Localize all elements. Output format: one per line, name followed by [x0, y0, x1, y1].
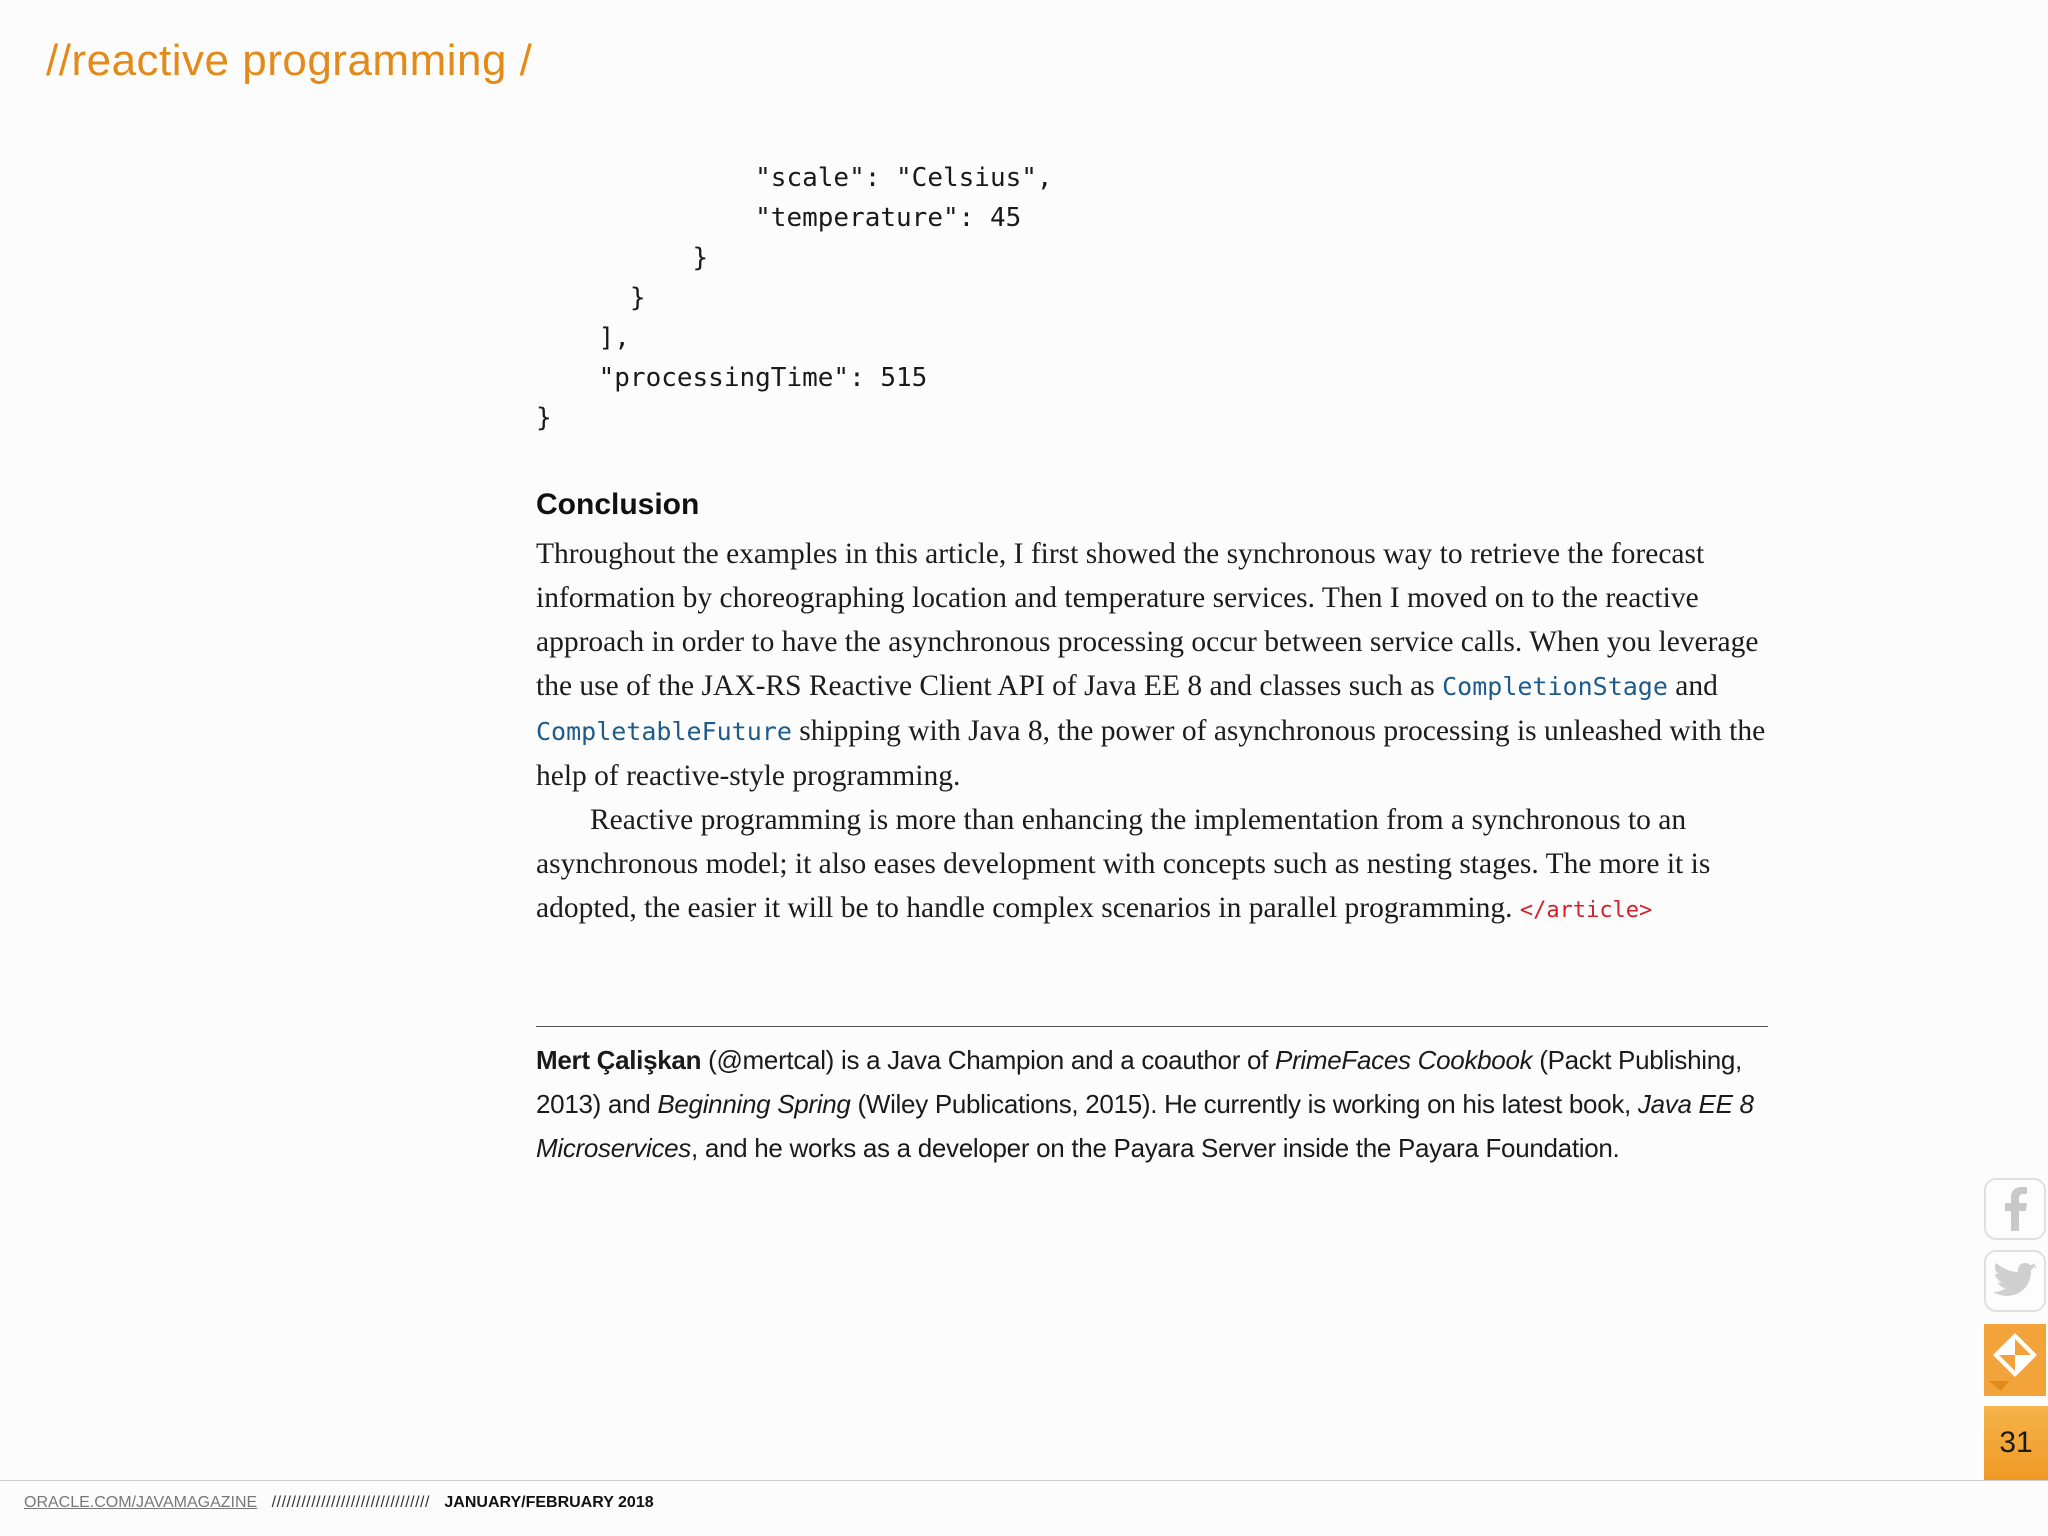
footer-slashes: ////////////////////////////////: [271, 1494, 430, 1511]
article-body: [536, 484, 1772, 933]
code-block: "scale": "Celsius", "temperature": 45 } } ], "processingTime": 515 }: [536, 163, 1053, 433]
section-title: //reactive programming /: [46, 36, 533, 85]
inline-code-completablefuture: CompletableFuture: [536, 717, 792, 746]
conclusion-heading: Conclusion: [536, 488, 700, 521]
book-title: Beginning Spring: [657, 1089, 851, 1119]
author-name: Mert Çalişkan: [536, 1045, 702, 1075]
article-end-tag: </article>: [1519, 898, 1653, 923]
page-number: 31: [1984, 1406, 2048, 1480]
footer-divider: [0, 1480, 2048, 1481]
inline-code-completionstage: CompletionStage: [1442, 672, 1668, 701]
bio-text: (Packt Publishing, 2013) and: [536, 1045, 1742, 1119]
bio-text: (Wiley Publications, 2015). He currently is working on his latest book,: [850, 1089, 1638, 1119]
author-bio: [536, 1038, 1772, 1170]
email-share-button[interactable]: [1984, 1324, 2046, 1396]
bio-divider: [536, 1026, 1768, 1027]
footer: [24, 1494, 654, 1512]
book-title: Java EE 8 Microservices: [536, 1089, 1754, 1163]
paragraph-text: Reactive programming is more than enhancing the implementation from a synchronous to an asynchronous model; it also eases development with concepts such as nesting stages. The more it is adopted, the easier it will be to handle complex scenarios in parallel programming.: [536, 804, 1711, 924]
twitter-share-button[interactable]: [1984, 1250, 2046, 1312]
paragraph-text: Throughout the examples in this article, I first showed the synchronous way to retrieve the forecast information by choreographing location and temperature services. Then I moved on to the reactive approach in order to have the asynchronous processing occur between service calls. When you leverage the use of the JAX-RS Reactive Client API of Java EE 8 and classes such as: [536, 538, 1759, 702]
email-icon: [1989, 1329, 2041, 1391]
facebook-share-button[interactable]: [1984, 1178, 2046, 1240]
bio-text: , and he works as a developer on the Payara Server inside the Payara Foundation.: [691, 1133, 1620, 1163]
paragraph-text: shipping with Java 8, the power of asynchronous processing is unleashed with the help of reactive-style programming.: [536, 715, 1766, 792]
paragraph-2: [536, 798, 1772, 933]
facebook-icon: [2000, 1187, 2030, 1231]
book-title: PrimeFaces Cookbook: [1275, 1045, 1533, 1075]
paragraph-text: and: [1667, 670, 1718, 702]
paragraph-1: [536, 532, 1772, 798]
twitter-icon: [1993, 1263, 2037, 1299]
issue-date: JANUARY/FEBRUARY 2018: [444, 1494, 654, 1511]
bio-text: (@mertcal) is a Java Champion and a coauthor of: [701, 1045, 1276, 1075]
magazine-link[interactable]: ORACLE.COM/JAVAMAGAZINE: [24, 1494, 258, 1511]
